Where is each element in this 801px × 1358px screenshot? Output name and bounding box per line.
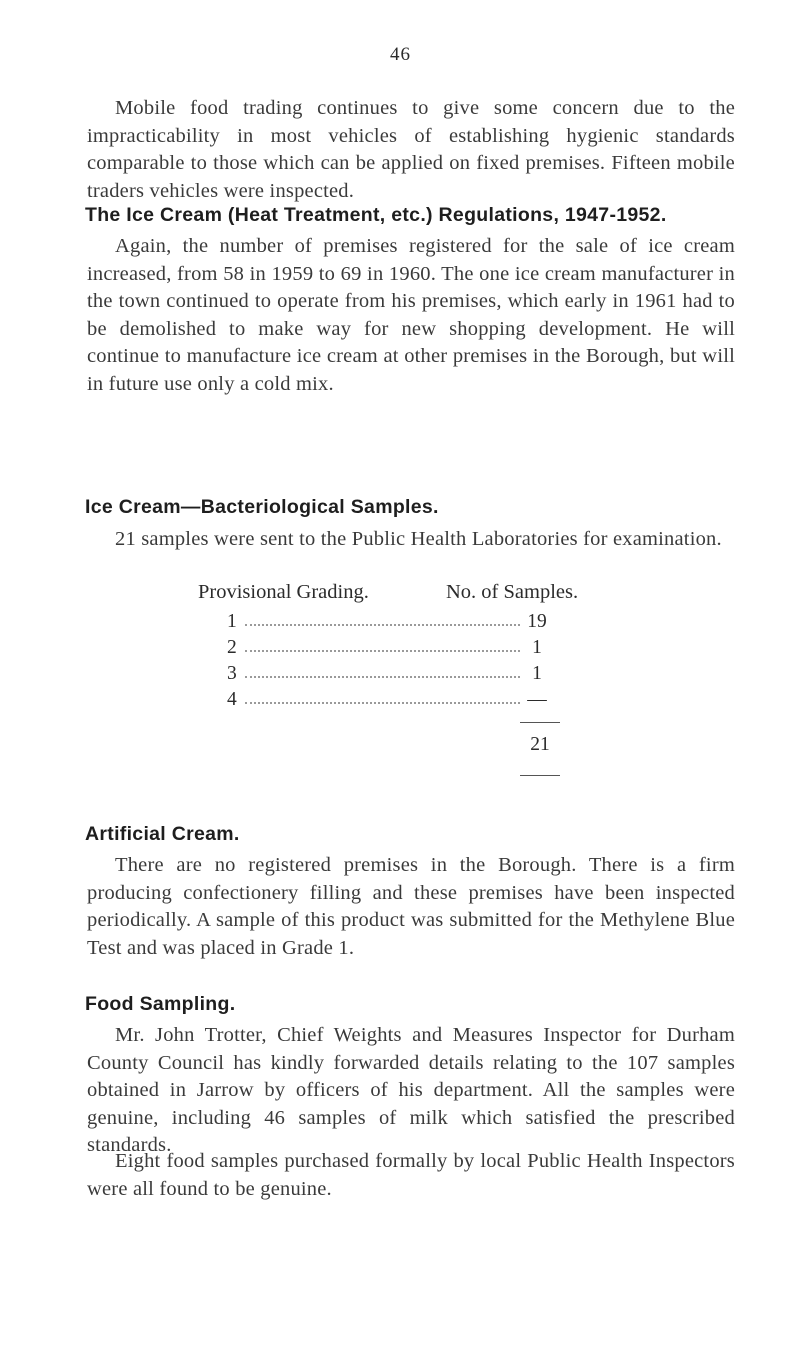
paragraph-bacteriological-samples: 21 samples were sent to the Public Health Laboratories for examination. bbox=[115, 528, 722, 550]
paragraph-ice-cream-regulations: Again, the number of premises registered for the sale of ice cream increased, from 58 in 1959 to 69 in 1960. The one ice cream manufacturer in the town continued to operate from his premises, which early in 1961 had to be demolished to make way for new shopping development. He will continue to manufacture ice cream at other premises in the Borough, but will in future use only a cold mix. bbox=[87, 235, 735, 395]
samples-column-header: No. of Samples. bbox=[446, 581, 579, 603]
grade-cell: 4 bbox=[227, 689, 237, 710]
grade-cell: 1 bbox=[227, 611, 237, 632]
table-row bbox=[227, 689, 587, 715]
count-cell: 19 bbox=[527, 611, 547, 632]
heading-ice-cream-regulations: The Ice Cream (Heat Treatment, etc.) Regulations, 1947-1952. bbox=[85, 204, 667, 226]
intro-paragraph: Mobile food trading continues to give some concern due to the impracticability in most vehicles of establishing hygienic standards comparable to those which can be applied on fixed premises. Fifteen mobile traders vehicles were inspected. bbox=[87, 97, 735, 202]
grade-cell: 3 bbox=[227, 663, 237, 684]
heading-artificial-cream: Artificial Cream. bbox=[85, 823, 240, 845]
count-cell: 1 bbox=[532, 663, 542, 684]
table-row bbox=[227, 663, 587, 689]
table-row bbox=[227, 637, 587, 663]
dot-leader bbox=[245, 702, 520, 704]
dot-leader bbox=[245, 676, 520, 678]
total-cell: 21 bbox=[530, 734, 550, 755]
paragraph-artificial-cream: There are no registered premises in the Borough. There is a firm producing confectionery filling and these premises have been inspected periodically. A sample of this product was submitted for the Methylene Blue Test and was placed in Grade 1. bbox=[87, 854, 735, 959]
page-number: 46 bbox=[390, 44, 411, 65]
count-cell: 1 bbox=[532, 637, 542, 658]
count-cell: — bbox=[527, 689, 547, 710]
heading-food-sampling: Food Sampling. bbox=[85, 993, 236, 1015]
heading-bacteriological-samples: Ice Cream—Bacteriological Samples. bbox=[85, 496, 439, 518]
grading-column-header: Provisional Grading. bbox=[198, 581, 369, 603]
dot-leader bbox=[245, 650, 520, 652]
grade-cell: 2 bbox=[227, 637, 237, 658]
table-row bbox=[227, 611, 587, 637]
total-rule-bottom bbox=[520, 775, 560, 776]
total-rule-top bbox=[520, 722, 560, 723]
paragraph-food-samples-genuine: Eight food samples purchased formally by local Public Health Inspectors were all found to be genuine. bbox=[87, 1150, 735, 1200]
dot-leader bbox=[245, 624, 520, 626]
grading-table-header bbox=[198, 581, 579, 604]
paragraph-food-sampling: Mr. John Trotter, Chief Weights and Measures Inspector for Durham County Council has kindly forwarded details relating to the 107 samples obtained in Jarrow by officers of his department. All the samples were genuine, including 46 samples of milk which satisfied the prescribed standards. bbox=[87, 1024, 735, 1156]
